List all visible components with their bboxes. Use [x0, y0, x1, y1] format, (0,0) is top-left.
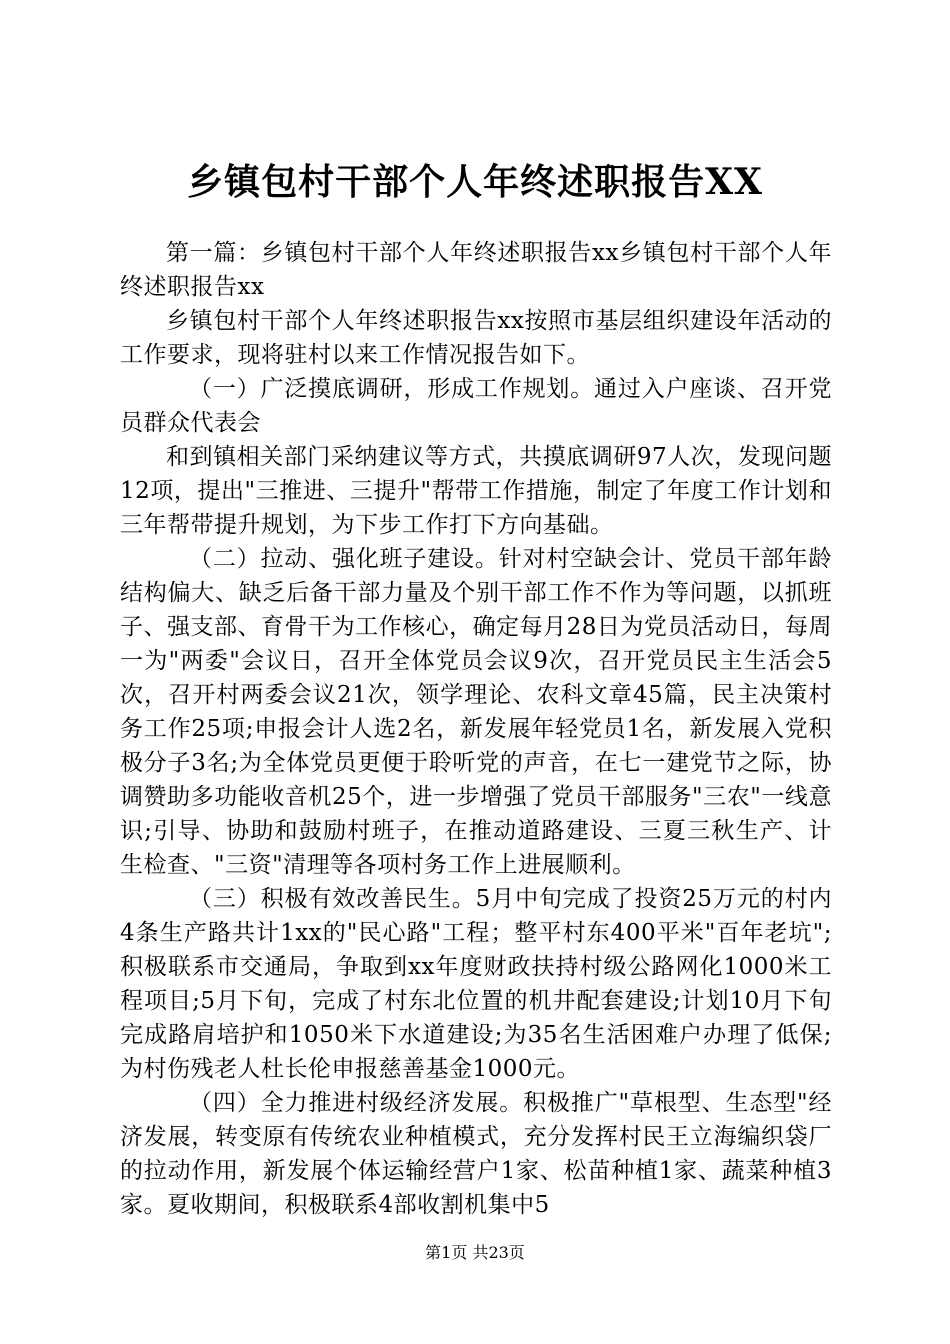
paragraph-section-1-body: 和到镇相关部门采纳建议等方式，共摸底调研97人次，发现问题12项，提出"三推进、三提升"帮带工作措施，制定了年度工作计划和三年帮带提升规划，为下步工作打下方向基础。 — [120, 444, 832, 538]
paragraph-summary: 乡镇包村干部个人年终述职报告xx按照市基层组织建设年活动的工作要求，现将驻村以来工作情况报告如下。 — [120, 308, 832, 368]
paragraph-section-3: （三）积极有效改善民生。5月中旬完成了投资25万元的村内4条生产路共计1xx的"民心路"工程；整平村东400平米"百年老坑";积极联系市交通局，争取到xx年度财政扶持村级公路网化1000米工程项目;5月下旬，完成了村东北位置的机井配套建设;计划10月下旬完成路肩培护和1050米下水道建设;为35名生活困难户办理了低保;为村伤残老人杜长伦申报慈善基金1000元。 — [120, 886, 832, 1082]
paragraph-section-1-heading: （一）广泛摸底调研，形成工作规划。通过入户座谈、召开党员群众代表会 — [120, 376, 832, 436]
page-number-footer: 第1页 共23页 — [425, 1243, 525, 1262]
document-title: 乡镇包村干部个人年终述职报告XX — [187, 161, 763, 203]
paragraph-section-4: （四）全力推进村级经济发展。积极推广"草根型、生态型"经济发展，转变原有传统农业种植模式，充分发挥村民王立海编织袋厂的拉动作用，新发展个体运输经营户1家、松苗种植1家、蔬菜种植3家。夏收期间，积极联系4部收割机集中5 — [120, 1090, 832, 1218]
paragraph-section-2: （二）拉动、强化班子建设。针对村空缺会计、党员干部年龄结构偏大、缺乏后备干部力量及个别干部工作不作为等问题，以抓班子、强支部、育骨干为工作核心，确定每月28日为党员活动日，每周一为"两委"会议日，召开全体党员会议9次，召开党员民主生活会5次，召开村两委会议21次，领学理论、农科文章45篇，民主决策村务工作25项;申报会计人选2名，新发展年轻党员1名，新发展入党积极分子3名;为全体党员更便于聆听党的声音，在七一建党节之际，协调赞助多功能收音机25个，进一步增强了党员干部服务"三农"一线意识;引导、协助和鼓励村班子，在推动道路建设、三夏三秋生产、计生检查、"三资"清理等各项村务工作上进展顺利。 — [120, 546, 832, 878]
document-body — [120, 236, 832, 1222]
paragraph-intro: 第一篇：乡镇包村干部个人年终述职报告xx乡镇包村干部个人年终述职报告xx — [120, 240, 832, 300]
